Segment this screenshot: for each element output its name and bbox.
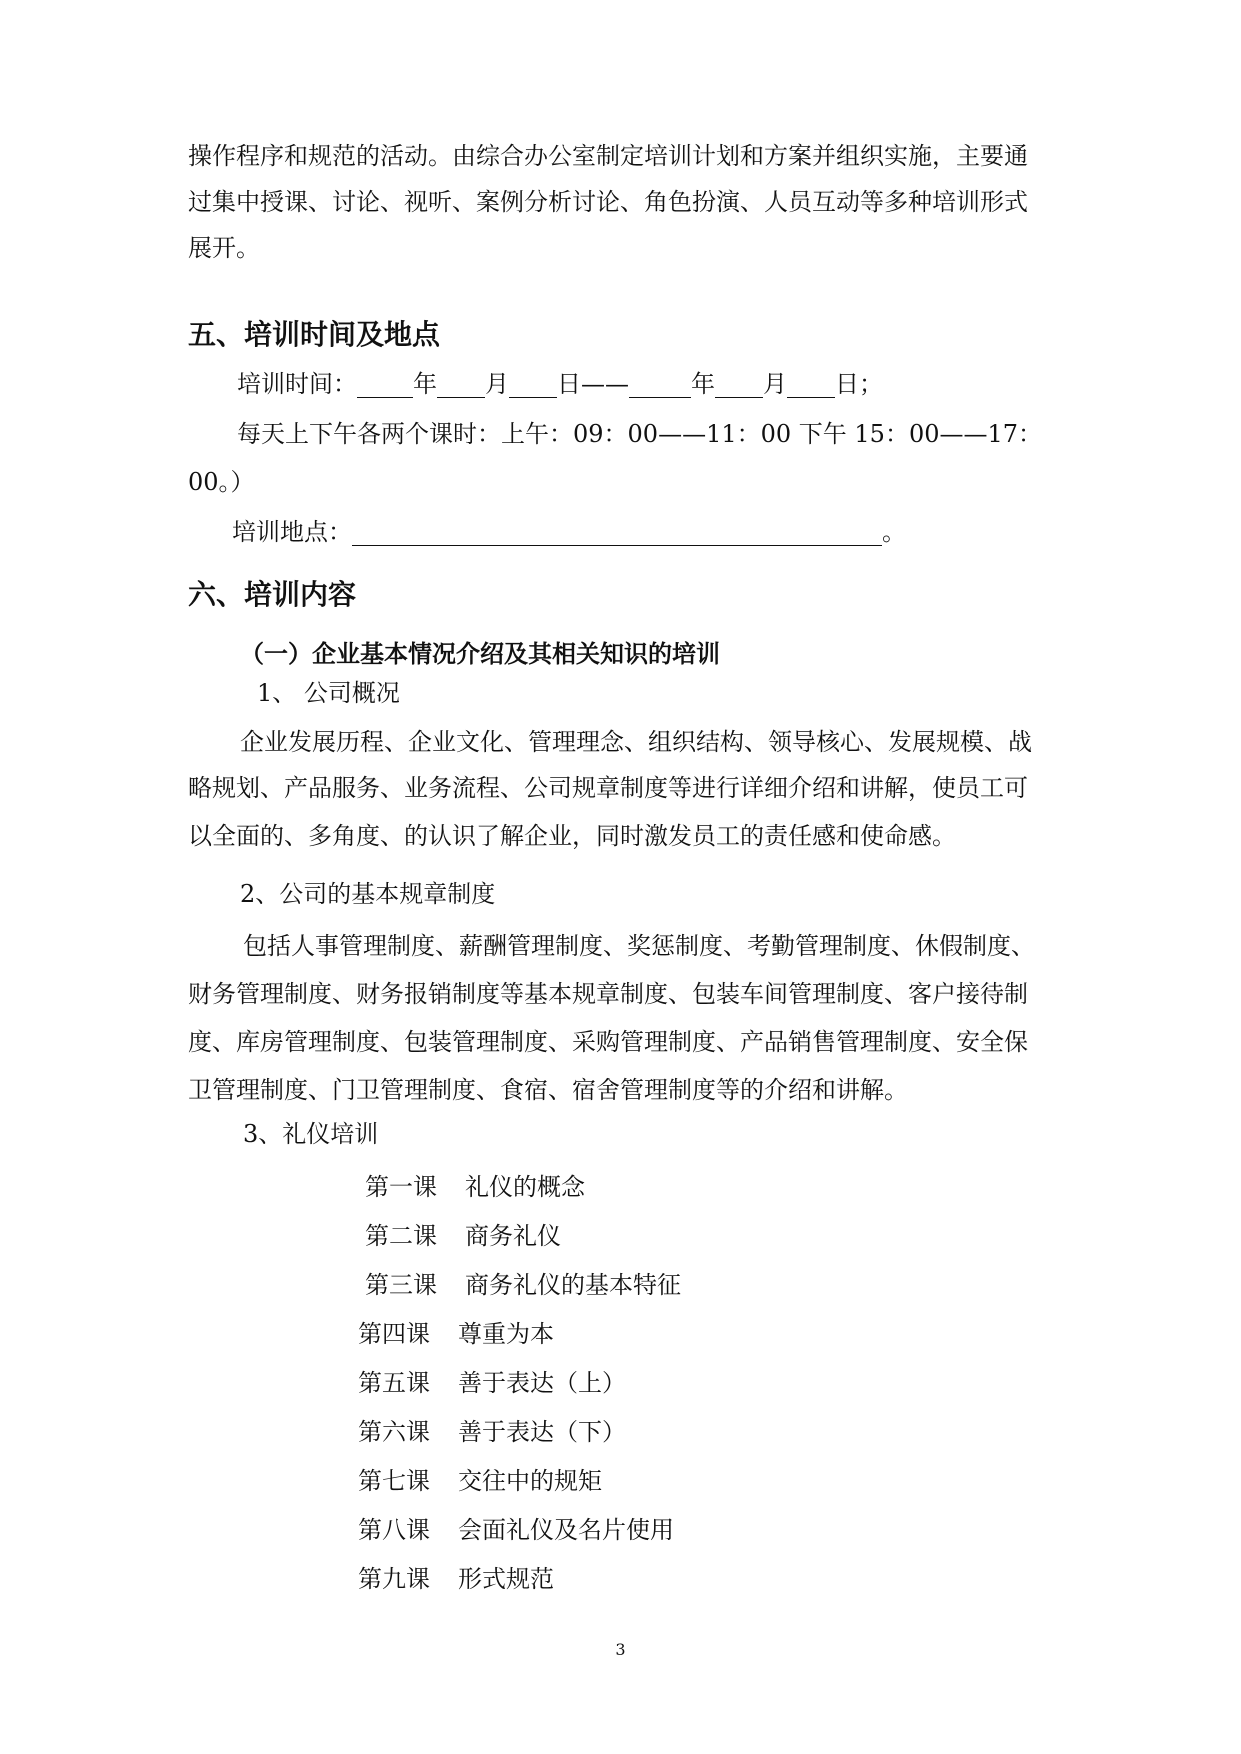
training-place-line [232, 518, 906, 547]
item3-title: 3、礼仪培训 [243, 1120, 379, 1148]
month-blank [437, 371, 485, 398]
training-time-label: 培训时间： [237, 370, 357, 398]
day-blank [509, 371, 557, 398]
lesson-item: 第一课 礼仪的概念 [365, 1173, 585, 1201]
end-month-text: 月 [763, 370, 787, 398]
item2-line-2: 财务管理制度、财务报销制度等基本规章制度、包装车间管理制度、客户接待制 [188, 980, 1028, 1008]
intro-line-2: 过集中授课、讨论、视听、案例分析讨论、角色扮演、人员互动等多种培训形式 [188, 188, 1028, 216]
item1-line-1: 企业发展历程、企业文化、管理理念、组织结构、领导核心、发展规模、战 [240, 728, 1032, 756]
lesson-item: 第四课 尊重为本 [358, 1320, 554, 1348]
lesson-item: 第七课 交往中的规矩 [358, 1467, 602, 1495]
section6-heading: 六、培训内容 [188, 578, 357, 611]
lesson-item: 第九课 形式规范 [358, 1565, 554, 1593]
training-place-label: 培训地点： [232, 518, 352, 546]
item2-title: 2、公司的基本规章制度 [240, 880, 496, 908]
place-blank [352, 519, 882, 546]
intro-line-3: 展开。 [188, 234, 260, 262]
place-end: 。 [882, 518, 906, 546]
year-text: 年 [413, 370, 437, 398]
item1-title: 1、 公司概况 [257, 679, 400, 707]
end-year-blank [629, 371, 691, 398]
lesson-item: 第六课 善于表达（下） [358, 1418, 626, 1446]
schedule-line-2: 00。） [188, 468, 255, 496]
month-text: 月 [485, 370, 509, 398]
page-number: 3 [615, 1640, 626, 1659]
end-day-blank [787, 371, 835, 398]
lesson-item: 第五课 善于表达（上） [358, 1369, 626, 1397]
subsection-1-heading: （一）企业基本情况介绍及其相关知识的培训 [240, 640, 720, 668]
schedule-line-1: 每天上下午各两个课时：上午：09：00——11：00 下午 15：00——17： [237, 420, 1043, 448]
item2-line-3: 度、库房管理制度、包装管理制度、采购管理制度、产品销售管理制度、安全保 [188, 1028, 1028, 1056]
year-blank [357, 371, 413, 398]
lesson-item: 第二课 商务礼仪 [365, 1222, 561, 1250]
section5-heading: 五、培训时间及地点 [188, 318, 441, 351]
training-time-line [237, 370, 883, 399]
lesson-item: 第八课 会面礼仪及名片使用 [358, 1516, 674, 1544]
item1-line-3: 以全面的、多角度、的认识了解企业，同时激发员工的责任感和使命感。 [188, 822, 956, 850]
lesson-item: 第三课 商务礼仪的基本特征 [365, 1271, 681, 1299]
item2-line-4: 卫管理制度、门卫管理制度、食宿、宿舍管理制度等的介绍和讲解。 [188, 1076, 908, 1104]
item2-line-1: 包括人事管理制度、薪酬管理制度、奖惩制度、考勤管理制度、休假制度、 [243, 932, 1035, 960]
intro-line-1: 操作程序和规范的活动。由综合办公室制定培训计划和方案并组织实施，主要通 [188, 142, 1028, 170]
end-month-blank [715, 371, 763, 398]
day-to-text: 日—— [557, 370, 629, 398]
end-day-text: 日； [835, 370, 883, 398]
end-year-text: 年 [691, 370, 715, 398]
item1-line-2: 略规划、产品服务、业务流程、公司规章制度等进行详细介绍和讲解，使员工可 [188, 774, 1028, 802]
